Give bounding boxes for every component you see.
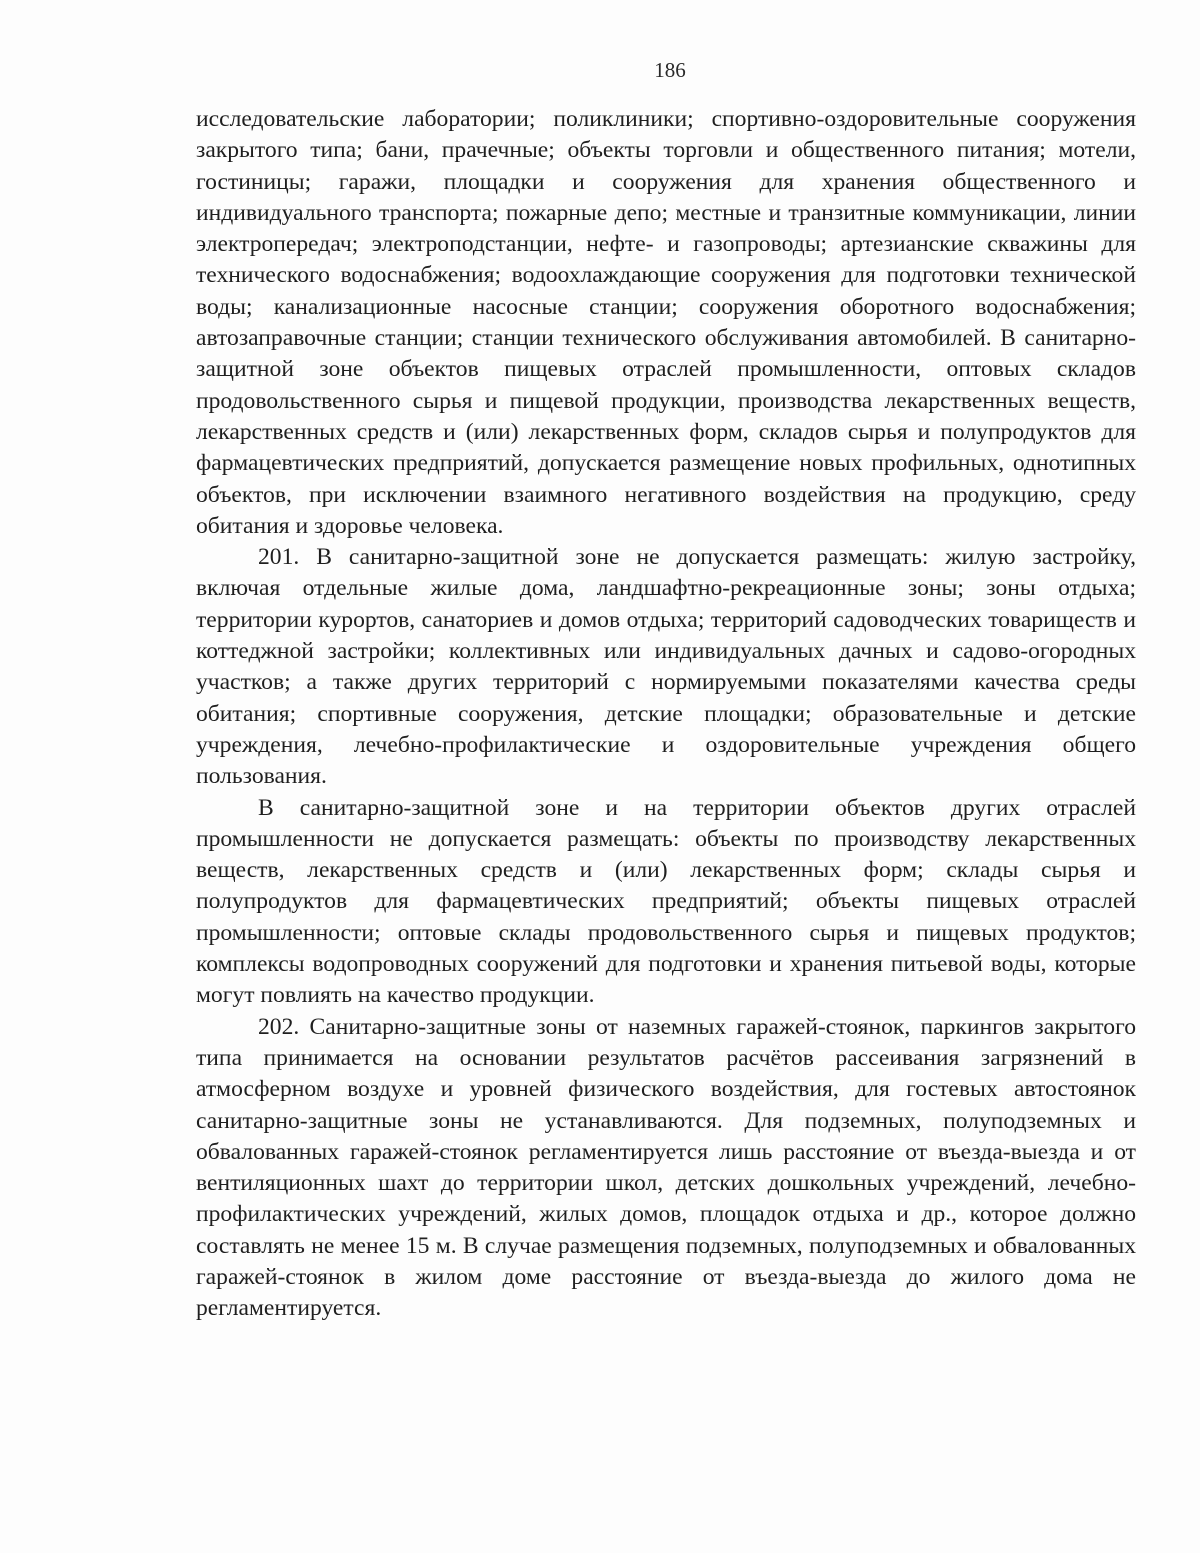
paragraph-continuation: исследовательские лаборатории; поликлиники; спортивно-оздоровительные сооружения закрытого типа; бани, прачечные; объекты торговли и общественного питания; мотели, гостиницы; гаражи, площадки и сооружения для хранения общественного и индивидуального транспорта; пожарные депо; местные и транзитные коммуникации, линии электропередач; электроподстанции, нефте- и газопроводы; артезианские скважины для технического водоснабжения; водоохлаждающие сооружения для подготовки технической воды; канализационные насосные станции; сооружения оборотного водоснабжения; автозаправочные станции; станции технического обслуживания автомобилей. В санитарно-защитной зоне объектов пищевых отраслей промышленности, оптовых складов продовольственного сырья и пищевой продукции, производства лекарственных веществ, лекарственных средств и (или) лекарственных форм, складов сырья и полупродуктов для фармацевтических предприятий, допускается размещение новых профильных, однотипных объектов, при исключении взаимного негативного воздействия на продукцию, среду обитания и здоровье человека. [196, 106, 1136, 539]
page-number: 186 [654, 58, 686, 82]
paragraph-other-industries: В санитарно-защитной зоне и на территории объектов других отраслей промышленности не допускается размещать: объекты по производству лекарственных веществ, лекарственных средств и (или) лекарственных форм; склады сырья и полупродуктов для фармацевтических предприятий; объекты пищевых отраслей промышленности; оптовые склады продовольственного сырья и пищевых продуктов; комплексы водопроводных сооружений для подготовки и хранения питьевой воды, которые могут повлиять на качество продукции. [196, 794, 1136, 1009]
paragraph-202: 202. Санитарно-защитные зоны от наземных гаражей-стоянок, паркингов закрытого типа принимается на основании результатов расчётов рассеивания загрязнений в атмосферном воздухе и уровней физического воздействия, для гостевых автостоянок санитарно-защитные зоны не устанавливаются. Для подземных, полуподземных и обвалованных гаражей-стоянок регламентируется лишь расстояние от въезда-выезда и от вентиляционных шахт до территории школ, детских дошкольных учреждений, лечебно-профилактических учреждений, жилых домов, площадок отдыха и др., которое должно составлять не менее 15 м. В случае размещения подземных, полуподземных и обвалованных гаражей-стоянок в жилом доме расстояние от въезда-выезда до жилого дома не регламентируется. [196, 1013, 1136, 1322]
paragraph-201: 201. В санитарно-защитной зоне не допускается размещать: жилую застройку, включая отдельные жилые дома, ландшафтно-рекреационные зоны; зоны отдыха; территории курортов, санаториев и домов отдыха; территорий садоводческих товариществ и коттеджной застройки; коллективных или индивидуальных дачных и садово-огородных участков; а также других территорий с нормируемыми показателями качества среды обитания; спортивные сооружения, детские площадки; образовательные и детские учреждения, лечебно-профилактические и оздоровительные учреждения общего пользования. [196, 544, 1136, 790]
body-text [196, 104, 1136, 1325]
